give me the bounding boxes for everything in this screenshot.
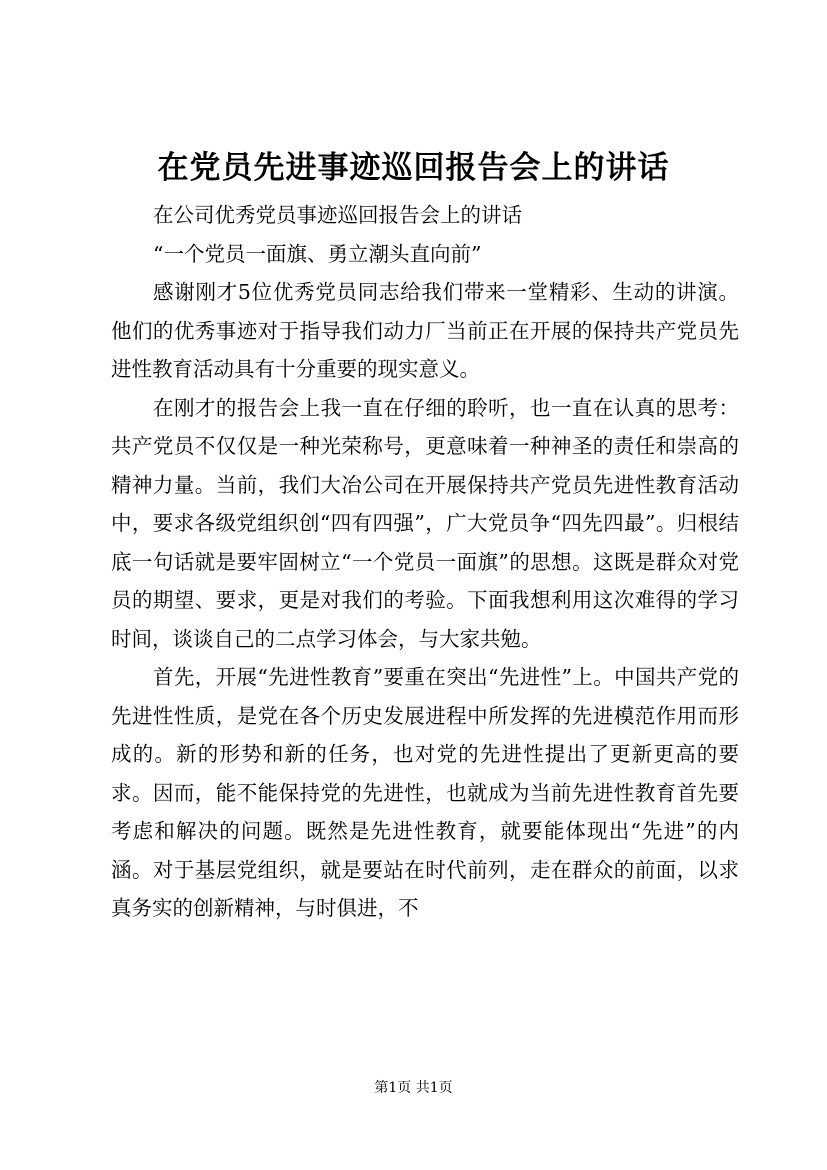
page-number-label: 第1页 共1页: [374, 1080, 453, 1096]
body-paragraph: 感谢刚才5位优秀党员同志给我们带来一堂精彩、生动的讲演。他们的优秀事迹对于指导我们动力厂当前正在开展的保持共产党员先进性教育活动具有十分重要的现实意义。: [111, 280, 739, 381]
document-body: [111, 196, 739, 928]
slogan-paragraph: “一个党员一面旗、勇立潮头直向前”: [153, 241, 482, 266]
body-paragraph: 在刚才的报告会上我一直在仔细的聆听，也一直在认真的思考：共产党员不仅仅是一种光荣称号，更意味着一种神圣的责任和崇高的精神力量。当前，我们大冶公司在开展保持共产党员先进性教育活动中，要求各级党组织创“四有四强”，广大党员争“四先四最”。归根结底一句话就是要牢固树立“一个党员一面旗”的思想。这既是群众对党员的期望、要求，更是对我们的考验。下面我想利用这次难得的学习时间，谈谈自己的二点学习体会，与大家共勉。: [111, 395, 739, 651]
page-footer: [0, 1078, 827, 1098]
document-title: 在党员先进事迹巡回报告会上的讲话: [157, 150, 670, 186]
body-paragraph: 首先，开展“先进性教育”要重在突出“先进性”上。中国共产党的先进性性质，是党在各个历史发展进程中所发挥的先进模范作用而形成的。新的形势和新的任务，也对党的先进性提出了更新更高的要求。因而，能不能保持党的先进性，也就成为当前先进性教育首先要考虑和解决的问题。既然是先进性教育，就要能体现出“先进”的内涵。对于基层党组织，就是要站在时代前列，走在群众的前面，以求真务实的创新精神，与时俱进，不: [111, 665, 739, 920]
subtitle-paragraph: 在公司优秀党员事迹巡回报告会上的讲话: [153, 203, 523, 227]
